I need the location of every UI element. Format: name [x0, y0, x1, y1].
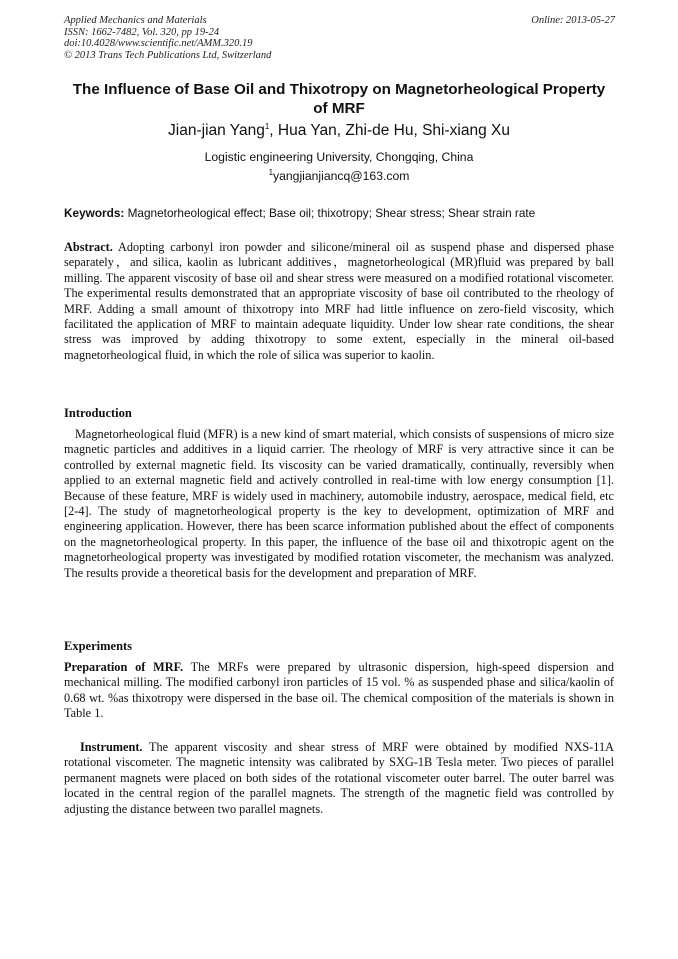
other-authors: , Hua Yan, Zhi-de Hu, Shi-xiang Xu	[269, 122, 510, 139]
section-heading-experiments: Experiments	[64, 639, 133, 653]
contact-email	[64, 168, 614, 184]
abstract	[64, 240, 614, 363]
journal-doi: doi:10.4028/www.scientific.net/AMM.320.19	[64, 38, 253, 49]
journal-issn: ISSN: 1662-7482, Vol. 320, pp 19-24	[64, 26, 220, 38]
instrument-text: The apparent viscosity and shear stress of MRF were obtained by modified NXS-11A rotational viscometer. The magnetic intensity was calibrated by SXG-1B Tesla meter. Two pieces of parallel permanent magnets were placed on both sides of the rotational viscometer outer barrel. The outer barrel was located in the central region of the parallel magnets. The strength of the magnetic field was controlled by adjusting the distance between two parallel magnets.	[64, 740, 614, 816]
keywords	[64, 205, 624, 221]
journal-name: Applied Mechanics and Materials	[64, 15, 207, 26]
online-date: Online: 2013-05-27	[531, 15, 615, 26]
keywords-label: Keywords:	[64, 206, 125, 220]
journal-header	[64, 15, 271, 61]
paper-title: The Influence of Base Oil and Thixotropy on Magnetorheological Property of MRF	[72, 81, 606, 117]
author-list	[64, 121, 614, 141]
preparation-paragraph	[64, 660, 614, 722]
email-mark: 1	[268, 167, 274, 177]
introduction-paragraph: Magnetorheological fluid (MFR) is a new kind of smart material, which consists of suspensions of micro size magnetic particles and additives in a liquid carrier. The rheology of MRF is very attractive since it can be controlled by external magnetic field. Its viscosity can be varied dramatically, continually, reversibly when applied to an external magnetic field and actively controlled in real-time with low energy consumption [1]. Because of these feature, MRF is widely used in machinery, automobile industry, aerospace, medical field, etc [2-4]. The study of magnetorheological property is the key to development, optimization of MRF and engineering application. However, there has been scarce information published about the effect of components on the magnetorheological property. In this paper, the influence of the base oil and thixotropic agent on the magnetorheological property was investigated by modified rotation viscometer, the mechanism was analyzed. The results provide a theoretical basis for the development and preparation of MRF.	[64, 427, 614, 580]
email-address: yangjianjiancq@163.com	[273, 169, 410, 183]
abstract-text: Adopting carbonyl iron powder and silicone/mineral oil as suspend phase and dispersed phase separately，and silica, kaolin as lubricant additives，magnetorheological (MR)fluid was prepared by ball milling. The apparent viscosity of base oil and shear stress were measured on a modified rotational viscometer. The experimental results demonstrated that an appropriate viscosity of base oil contributed to the rheology of MRF. Adding a small amount of thixotropy into MRF had little influence on zero-field viscosity, which facilitated the application of MRF to maintain adequate liquidity. Under low shear rate conditions, the shear stress was improved by adding thixotropy to some extent, especially in the mineral oil-based magnetorheological fluid, in which the role of silica was superior to kaolin.	[64, 240, 614, 362]
author-affiliation-mark: 1	[264, 121, 270, 131]
keywords-text: Magnetorheological effect; Base oil; thixotropy; Shear stress; Shear strain rate	[127, 206, 536, 220]
section-heading-introduction: Introduction	[64, 406, 132, 420]
journal-copyright: © 2013 Trans Tech Publications Ltd, Switzerland	[64, 49, 272, 61]
preparation-text: The MRFs were prepared by ultrasonic dispersion, high-speed dispersion and mechanical milling. The modified carbonyl iron particles of 15 vol. % as suspended phase and silica/kaolin of 0.68 wt. %as thixotropy were dispersed in the base oil. The chemical composition of the materials is shown in Table 1.	[64, 660, 614, 721]
abstract-label: Abstract.	[64, 240, 113, 254]
instrument-paragraph	[64, 740, 614, 817]
affiliation: Logistic engineering University, Chongqing, China	[204, 150, 474, 164]
instrument-label: Instrument.	[80, 740, 143, 754]
preparation-label: Preparation of MRF.	[64, 660, 184, 674]
first-author: Jian-jian Yang	[168, 122, 265, 139]
